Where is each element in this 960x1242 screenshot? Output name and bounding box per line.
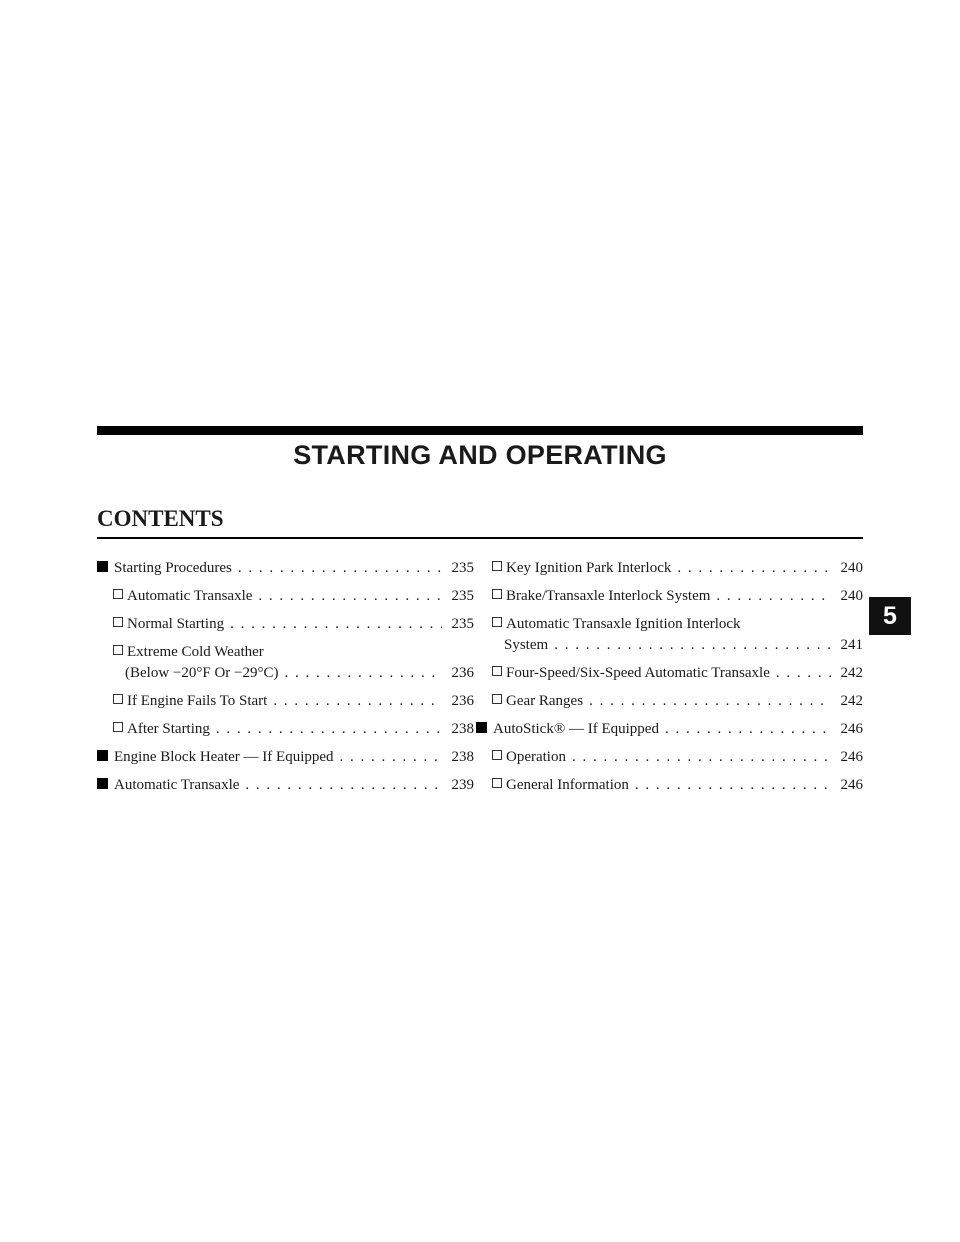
toc-entry-label: Automatic Transaxle bbox=[127, 588, 253, 604]
dot-leader bbox=[230, 614, 442, 635]
chapter-title: STARTING AND OPERATING bbox=[293, 440, 667, 470]
toc-entry-label: Normal Starting bbox=[127, 616, 225, 632]
hollow-square-bullet-icon bbox=[113, 589, 123, 599]
toc-entry-page: 236 bbox=[451, 665, 474, 681]
toc-entry-label: AutoStick® — If Equipped bbox=[493, 721, 659, 737]
toc-entry-page: 246 bbox=[840, 721, 863, 737]
toc-entry-label: Four-Speed/Six-Speed Automatic Transaxle bbox=[506, 665, 770, 681]
toc-entry-label: Starting Procedures bbox=[114, 560, 232, 576]
dot-leader bbox=[216, 719, 442, 740]
dot-leader bbox=[572, 747, 831, 768]
toc-entry[interactable] bbox=[492, 663, 863, 684]
toc-entry-label-continued: System bbox=[504, 637, 549, 653]
toc-entry-page: 236 bbox=[451, 693, 474, 709]
chapter-top-rule bbox=[97, 426, 863, 435]
hollow-square-bullet-icon bbox=[492, 750, 502, 760]
square-bullet-icon bbox=[97, 778, 108, 789]
dot-leader bbox=[273, 691, 442, 712]
toc-entry[interactable] bbox=[492, 691, 863, 712]
toc-entry-page: 246 bbox=[840, 777, 863, 793]
square-bullet-icon bbox=[97, 750, 108, 761]
toc-entry-label: After Starting bbox=[127, 721, 210, 737]
dot-leader bbox=[554, 635, 831, 656]
dot-leader bbox=[716, 586, 831, 607]
toc-entry-label: Brake/Transaxle Interlock System bbox=[506, 588, 711, 604]
dot-leader bbox=[776, 663, 831, 684]
square-bullet-icon bbox=[476, 722, 487, 733]
toc-entry[interactable] bbox=[492, 586, 863, 607]
hollow-square-bullet-icon bbox=[492, 617, 502, 627]
dot-leader bbox=[589, 691, 831, 712]
dot-leader bbox=[238, 558, 442, 579]
toc-entry[interactable] bbox=[492, 614, 863, 656]
dot-leader bbox=[340, 747, 442, 768]
dot-leader bbox=[258, 586, 442, 607]
toc-entry-label: Operation bbox=[506, 749, 566, 765]
toc-entry[interactable] bbox=[97, 719, 474, 740]
hollow-square-bullet-icon bbox=[492, 778, 502, 788]
toc-entry-label: General Information bbox=[506, 777, 629, 793]
chapter-tab: 5 bbox=[869, 597, 911, 635]
dot-leader bbox=[665, 719, 831, 740]
toc-left-column bbox=[97, 558, 474, 803]
toc-entry[interactable] bbox=[97, 586, 474, 607]
toc-entry[interactable] bbox=[97, 614, 474, 635]
toc-entry-page: 242 bbox=[840, 665, 863, 681]
toc-entry-page: 240 bbox=[840, 560, 863, 576]
toc-entry-page: 242 bbox=[840, 693, 863, 709]
toc-entry[interactable] bbox=[492, 775, 863, 796]
toc-entry-label: Automatic Transaxle bbox=[114, 777, 240, 793]
toc-entry-page: 238 bbox=[451, 721, 474, 737]
toc-entry-page: 235 bbox=[451, 560, 474, 576]
hollow-square-bullet-icon bbox=[113, 694, 123, 704]
toc-entry[interactable] bbox=[97, 558, 474, 579]
hollow-square-bullet-icon bbox=[492, 589, 502, 599]
toc-entry-page: 241 bbox=[840, 637, 863, 653]
toc-entry[interactable] bbox=[476, 719, 863, 740]
toc-entry[interactable] bbox=[97, 691, 474, 712]
toc-entry-page: 235 bbox=[451, 588, 474, 604]
hollow-square-bullet-icon bbox=[492, 666, 502, 676]
toc-entry-label-continued: (Below −20°F Or −29°C) bbox=[125, 665, 279, 681]
toc-entry-page: 240 bbox=[840, 588, 863, 604]
hollow-square-bullet-icon bbox=[113, 722, 123, 732]
toc-entry[interactable] bbox=[492, 747, 863, 768]
toc-entry-page: 238 bbox=[451, 749, 474, 765]
toc-entry[interactable] bbox=[97, 642, 474, 684]
hollow-square-bullet-icon bbox=[113, 617, 123, 627]
toc-entry-page: 246 bbox=[840, 749, 863, 765]
contents-rule bbox=[97, 537, 863, 539]
contents-heading: CONTENTS bbox=[97, 506, 224, 531]
dot-leader bbox=[677, 558, 831, 579]
toc-entry-page: 235 bbox=[451, 616, 474, 632]
toc-entry-label: If Engine Fails To Start bbox=[127, 693, 268, 709]
toc-entry[interactable] bbox=[97, 775, 474, 796]
toc-entry[interactable] bbox=[492, 558, 863, 579]
square-bullet-icon bbox=[97, 561, 108, 572]
toc-entry-page: 239 bbox=[451, 777, 474, 793]
toc-entry-label: Automatic Transaxle Ignition Interlock bbox=[506, 616, 741, 632]
toc-entry[interactable] bbox=[97, 747, 474, 768]
dot-leader bbox=[245, 775, 442, 796]
dot-leader bbox=[285, 663, 443, 684]
hollow-square-bullet-icon bbox=[113, 645, 123, 655]
hollow-square-bullet-icon bbox=[492, 694, 502, 704]
toc-entry-label: Extreme Cold Weather bbox=[127, 644, 264, 660]
dot-leader bbox=[635, 775, 831, 796]
toc-right-column bbox=[492, 558, 863, 803]
toc-entry-label: Engine Block Heater — If Equipped bbox=[114, 749, 334, 765]
hollow-square-bullet-icon bbox=[492, 561, 502, 571]
toc-entry-label: Gear Ranges bbox=[506, 693, 584, 709]
toc-entry-label: Key Ignition Park Interlock bbox=[506, 560, 672, 576]
